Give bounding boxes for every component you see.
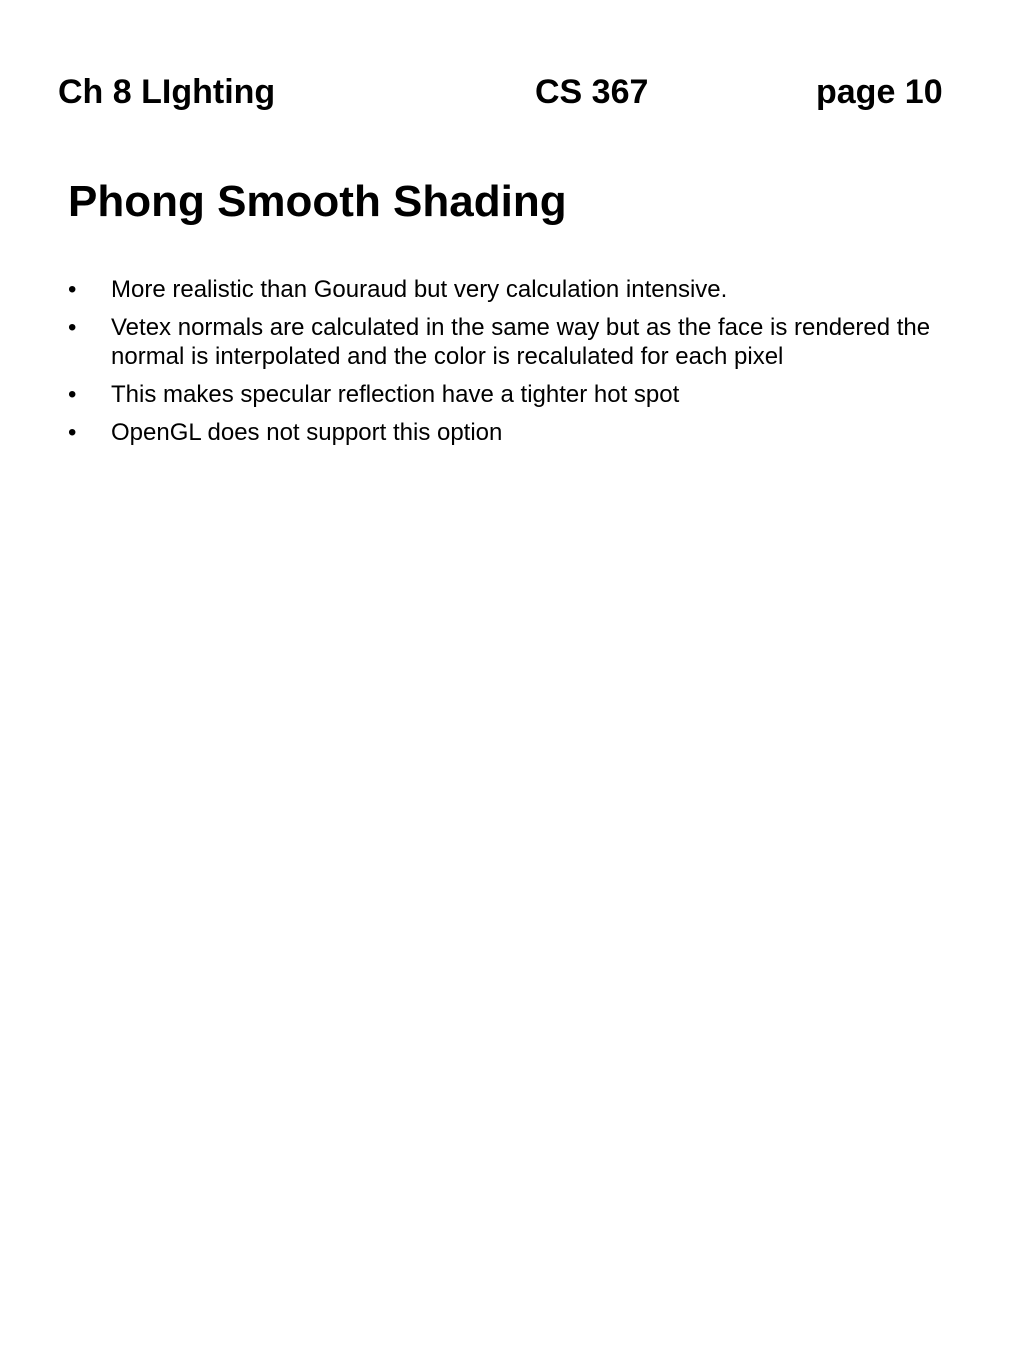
bullet-icon: •	[68, 314, 77, 341]
chapter-header: Ch 8 LIghting	[58, 73, 276, 111]
slide-title: Phong Smooth Shading	[68, 177, 567, 226]
bullet-list	[68, 275, 968, 456]
bullet-text: OpenGL does not support this option	[111, 419, 503, 446]
bullet-icon: •	[68, 381, 77, 408]
bullet-text: More realistic than Gouraud but very calculation intensive.	[111, 276, 728, 303]
bullet-text: This makes specular reflection have a tighter hot spot	[111, 381, 680, 408]
bullet-icon: •	[68, 276, 77, 303]
bullet-item	[68, 380, 968, 409]
bullet-item	[68, 275, 968, 304]
page-number-header: page 10	[816, 73, 943, 111]
bullet-icon: •	[68, 419, 77, 446]
bullet-item	[68, 418, 968, 447]
course-header: CS 367	[535, 73, 649, 111]
bullet-item	[68, 313, 968, 371]
bullet-text: Vetex normals are calculated in the same way but as the face is rendered the normal is interpolated and the color is recalulated for each pixel	[111, 314, 931, 370]
